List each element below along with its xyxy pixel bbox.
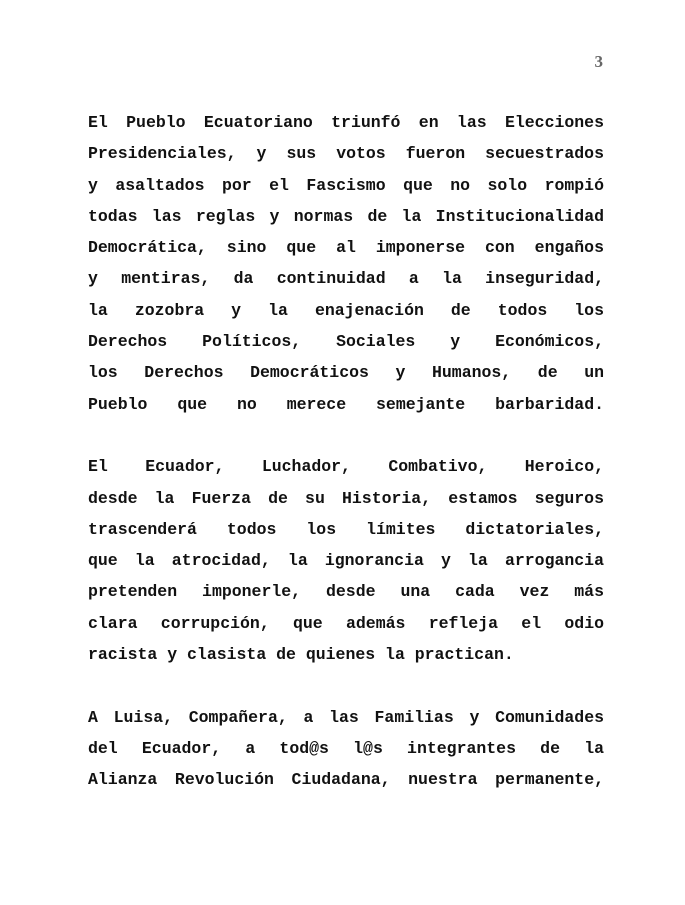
- text-line: clara corrupción, que además refleja el odio: [88, 613, 604, 633]
- text-line: Derechos Políticos, Sociales y Económicos,: [88, 332, 604, 352]
- text-line: pretenden imponerle, desde una cada vez más: [88, 582, 604, 602]
- text-line: Alianza Revolución Ciudadana, nuestra permanente,: [88, 770, 604, 790]
- text-line: racista y clasista de quienes la practican.: [88, 645, 514, 665]
- text-line: trascenderá todos los límites dictatoriales,: [88, 519, 604, 539]
- text-line: Democrática, sino que al imponerse con engaños: [88, 238, 604, 258]
- paragraph-2: [88, 451, 604, 670]
- text-line: El Pueblo Ecuatoriano triunfó en las Elecciones: [88, 113, 604, 132]
- paragraph-1: [88, 107, 604, 420]
- text-line: todas las reglas y normas de la Institucionalidad: [88, 206, 604, 226]
- text-line: y mentiras, da continuidad a la inseguridad,: [88, 269, 604, 289]
- text-line: Pueblo que no merece semejante barbaridad.: [88, 394, 604, 414]
- text-line: Presidenciales, y sus votos fueron secuestrados: [88, 144, 604, 164]
- text-line: A Luisa, Compañera, a las Familias y Comunidades: [88, 707, 604, 727]
- text-line: y asaltados por el Fascismo que no solo rompió: [88, 175, 604, 195]
- document-body: [88, 107, 604, 827]
- page-number: 3: [594, 52, 603, 71]
- text-line: la zozobra y la enajenación de todos los: [88, 300, 604, 320]
- paragraph-3: [88, 702, 604, 796]
- text-line: del Ecuador, a tod@s l@s integrantes de la: [88, 738, 604, 758]
- text-line: que la atrocidad, la ignorancia y la arrogancia: [88, 551, 604, 571]
- text-line: desde la Fuerza de su Historia, estamos seguros: [88, 488, 604, 508]
- text-line: El Ecuador, Luchador, Combativo, Heroico,: [88, 457, 604, 477]
- text-line: los Derechos Democráticos y Humanos, de un: [88, 363, 604, 383]
